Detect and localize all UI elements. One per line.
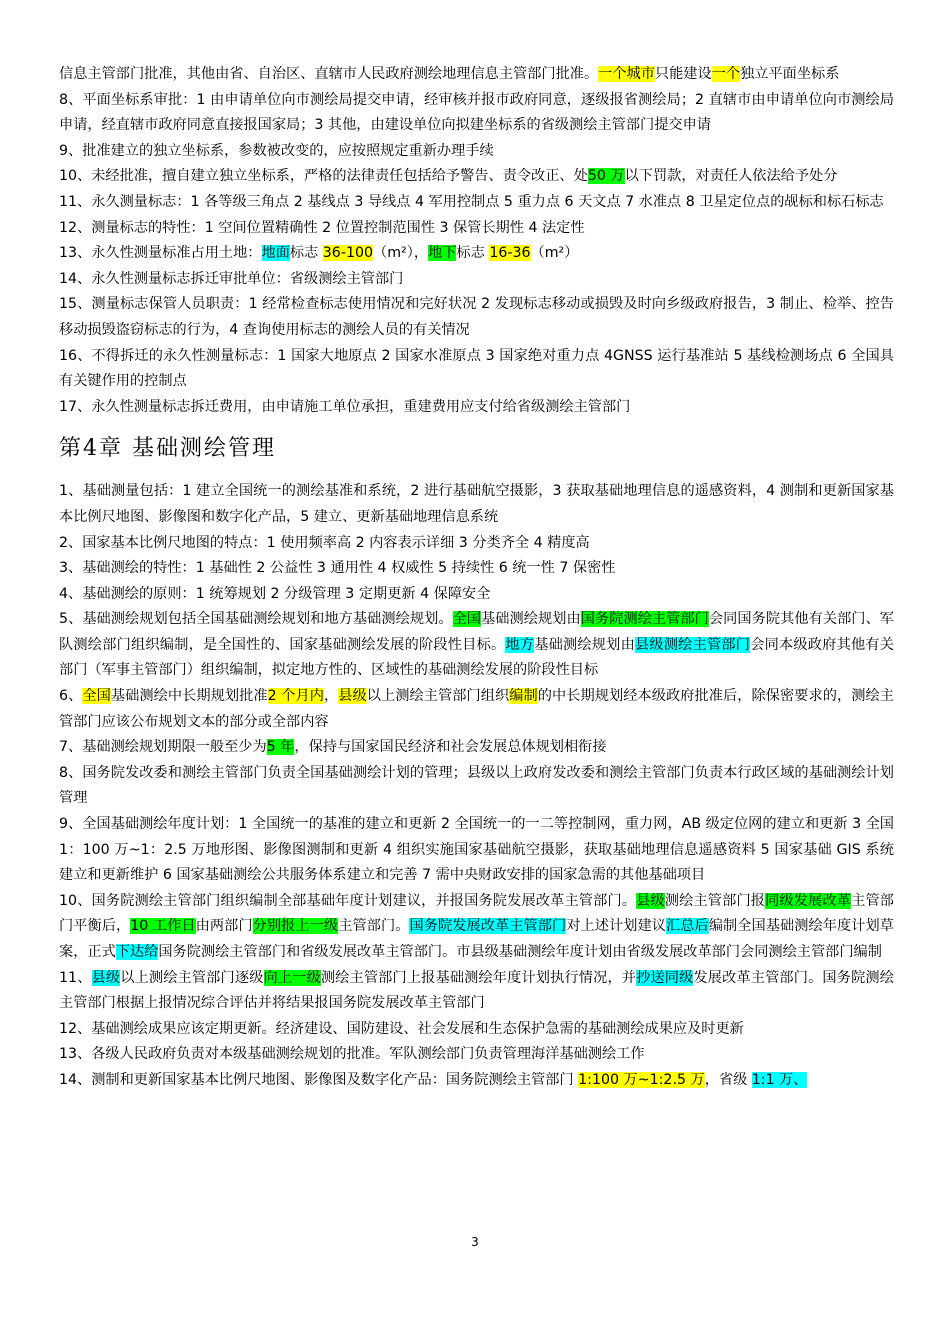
- chapter-title: 第4章 基础测绘管理: [59, 436, 276, 462]
- highlighted-text: 下达给: [115, 944, 159, 960]
- highlighted-text: 国务院发展改革主管部门: [409, 918, 567, 935]
- text-run: 只能建设: [654, 66, 712, 82]
- text-run: 的中长期规划经本级政府批准后，除保密要求的，测绘主管部门应该公布规划文本的部分或全部内容: [59, 688, 894, 730]
- text-run: 12、测量标志的特性：1 空间位置精确性 2 位置控制范围性 3 保管长期性 4 法定性: [59, 219, 585, 236]
- paragraph: [59, 812, 894, 889]
- highlighted-text: 一个城市: [598, 66, 655, 82]
- text-run: 13、永久性测量标准占用土地：: [59, 245, 262, 262]
- section-before: [59, 62, 894, 420]
- text-run: 11、永久测量标志：1 各等级三角点 2 基线点 3 导线点 4 军用控制点 5 重力点 6 天文点 7 水准点 8 卫星定位点的觇标和标石标志: [59, 193, 884, 210]
- text-run: 14、测制和更新国家基本比例尺地图、影像图及数字化产品：国务院测绘主管部门: [59, 1071, 579, 1088]
- paragraph: [59, 1042, 894, 1068]
- text-run: 国务院测绘主管部门和省级发展改革主管部门。市县级基础测绘年度计划由省级发展改革部门会同测绘主管部门编制: [158, 944, 882, 960]
- highlighted-text: 36-100: [322, 245, 374, 262]
- highlighted-text: 分别报上一级: [252, 918, 339, 935]
- paragraph: [59, 966, 894, 1017]
- highlighted-text: 2 个月内: [267, 688, 324, 705]
- text-run: 信息主管部门批准，其他由省、自治区、直辖市人民政府测绘地理信息主管部门批准。: [59, 66, 599, 82]
- text-run: 1、基础测量包括：1 建立全国统一的测绘基准和系统，2 进行基础航空摄影，3 获取基础地理信息的遥感资料，4 测制和更新国家基本比例尺地图、影像图和数字化产品，5 建立、更新基础地理信息系统: [59, 483, 894, 525]
- highlighted-text: 1:1 万、: [751, 1071, 808, 1088]
- paragraph: [59, 395, 894, 421]
- paragraph: [59, 531, 894, 557]
- text-run: 发展改革主管部门。国务院测绘主管部门根据上报情况综合评估并将结果报国务院发展改革主管部门: [59, 969, 894, 1012]
- highlighted-text: 抄送同级: [636, 969, 694, 986]
- page-number: 3: [471, 1235, 479, 1249]
- text-run: 主管部门。: [338, 918, 410, 935]
- text-run: 9、全国基础测绘年度计划：1 全国统一的基准的建立和更新 2 全国统一的一二等控制网，重力网，AB 级定位网的建立和更新 3 全国 1：100 万~1：2.5 万地形图、影像图测制和更新 4 组织实施国家基础航空摄影，获取基础地理信息遥感资料 5 国家基础 GIS 系统建立和更新维护 6 国家基础测绘公共服务体系建立和完善 7 需中央财政安排的国家急需的其他基础项目: [59, 816, 894, 884]
- highlighted-text: 全国: [82, 688, 111, 705]
- highlighted-text: 16-36: [489, 245, 531, 262]
- paragraph: [59, 582, 894, 608]
- text-run: 由两部门: [195, 918, 253, 935]
- text-run: 2、国家基本比例尺地图的特点：1 使用频率高 2 内容表示详细 3 分类齐全 4 精度高: [59, 534, 590, 551]
- highlighted-text: 县级: [91, 969, 121, 986]
- paragraph: [59, 735, 894, 761]
- text-run: 会同国务院其他有关部门、军队测绘部门组织编制，是全国性的、国家基础测绘发展的阶段性目标。: [59, 611, 894, 653]
- text-run: 独立平面坐标系: [740, 66, 840, 82]
- highlighted-text: 5 年: [266, 739, 295, 756]
- highlighted-text: 县级: [636, 892, 665, 909]
- highlighted-text: 编制: [509, 688, 538, 705]
- text-run: 12、基础测绘成果应该定期更新。经济建设、国防建设、社会发展和生态保护急需的基础测绘成果应及时更新: [59, 1020, 744, 1037]
- highlighted-text: 一个: [711, 66, 741, 82]
- text-run: 5、基础测绘规划包括全国基础测绘规划和地方基础测绘规划。: [59, 611, 453, 628]
- paragraph: [59, 164, 894, 190]
- section-chapter-4: [59, 479, 894, 1093]
- text-run: 3、基础测绘的特性：1 基础性 2 公益性 3 通用性 4 权威性 5 持续性 6 统一性 7 保密性: [59, 560, 616, 577]
- text-run: 以上测绘主管部门组织: [366, 688, 510, 705]
- text-run: 7、基础测绘规划期限一般至少为: [59, 739, 267, 756]
- paragraph: [59, 607, 894, 684]
- text-run: 主管部门平衡后，: [59, 892, 894, 935]
- paragraph: [59, 1017, 894, 1043]
- highlighted-text: 地面: [261, 245, 290, 262]
- paragraph: [59, 889, 894, 966]
- text-run: 10、国务院测绘主管部门组织编制全部基础年度计划建议，并报国务院发展改革主管部门。: [59, 892, 637, 909]
- highlighted-text: 国务院测绘主管部门: [580, 611, 709, 628]
- paragraph: [59, 267, 894, 293]
- text-run: 6、: [59, 688, 83, 705]
- text-run: 基础测绘规划由: [534, 636, 635, 653]
- text-run: 13、各级人民政府负责对本级基础测绘规划的批准。军队测绘部门负责管理海洋基础测绘工作: [59, 1046, 645, 1063]
- text-run: 对上述计划建议: [566, 918, 666, 935]
- paragraph: [59, 241, 894, 267]
- highlighted-text: 地方: [505, 636, 535, 653]
- highlighted-text: 50 万: [587, 168, 625, 185]
- paragraph: [59, 62, 894, 88]
- text-run: 标志: [456, 245, 490, 262]
- text-run: 以下罚款，对责任人依法给予处分: [624, 168, 838, 185]
- text-run: 会同本级政府其他有关部门（军事主管部门）组织编制，拟定地方性的、区域性的基础测绘发展的阶段性目标: [59, 636, 894, 679]
- highlighted-text: 汇总后: [665, 918, 709, 935]
- text-run: 测绘主管部门上报基础测绘年度计划执行情况，并: [320, 969, 637, 986]
- text-run: 测绘主管部门报: [664, 892, 766, 909]
- text-run: 4、基础测绘的原则：1 统筹规划 2 分级管理 3 定期更新 4 保障安全: [59, 585, 491, 602]
- paragraph: [59, 479, 894, 530]
- text-run: （m²），: [373, 245, 429, 262]
- paragraph: [59, 344, 894, 395]
- paragraph: [59, 1068, 894, 1094]
- highlighted-text: 全国: [452, 611, 482, 628]
- text-run: 基础测绘规划由: [481, 611, 581, 628]
- text-run: 8、平面坐标系审批：1 由申请单位向市测绘局提交申请，经审核并报市政府同意，逐级报省测绘局；2 直辖市由申请单位向市测绘局申请，经直辖市政府同意直接报国家局；3 其他，由建设单位向拟建坐标系的省级测绘主管部门提交申请: [59, 91, 894, 134]
- text-run: （m²）: [530, 245, 579, 262]
- paragraph: [59, 88, 894, 139]
- paragraph: [59, 684, 894, 735]
- text-run: 17、永久性测量标志拆迁费用，由申请施工单位承担，重建费用应支付给省级测绘主管部门: [59, 398, 631, 415]
- highlighted-text: 县级测绘主管部门: [634, 636, 751, 653]
- text-run: 10、未经批准，擅自建立独立坐标系，严格的法律责任包括给予警告、责令改正、处: [59, 168, 588, 185]
- text-run: 编制全国基础测绘年度计划草案，正式: [59, 918, 894, 960]
- text-run: ，: [323, 688, 339, 705]
- text-run: 标志: [289, 245, 323, 262]
- text-run: 14、永久性测量标志拆迁审批单位：省级测绘主管部门: [59, 270, 404, 287]
- text-run: 11、: [59, 969, 92, 986]
- highlighted-text: 1:100 万~1:2.5 万: [578, 1071, 705, 1088]
- text-run: ，省级: [704, 1071, 752, 1088]
- text-run: 15、测量标志保管人员职责：1 经常检查标志使用情况和完好状况 2 发现标志移动或损毁及时向乡级政府报告，3 制止、检举、控告移动损毁盗窃标志的行为，4 查询使用标志的测绘人员的有关情况: [59, 296, 894, 338]
- text-run: 以上测绘主管部门逐级: [120, 969, 264, 986]
- paragraph: [59, 761, 894, 812]
- highlighted-text: 地下: [428, 245, 457, 262]
- highlighted-text: 同级发展改革: [765, 892, 852, 909]
- text-run: 8、国务院发改委和测绘主管部门负责全国基础测绘计划的管理；县级以上政府发改委和测绘主管部门负责本行政区域的基础测绘计划管理: [59, 764, 894, 807]
- highlighted-text: 向上一级: [263, 969, 321, 986]
- text-run: 16、不得拆迁的永久性测量标志：1 国家大地原点 2 国家水准原点 3 国家绝对重力点 4GNSS 运行基准站 5 基线检测场点 6 全国具有关键作用的控制点: [59, 347, 894, 390]
- paragraph: [59, 190, 894, 216]
- paragraph: [59, 292, 894, 343]
- text-run: ，保持与国家国民经济和社会发展总体规划相衔接: [294, 739, 607, 756]
- highlighted-text: 10 工作日: [130, 918, 196, 935]
- highlighted-text: 县级: [338, 688, 367, 705]
- text-run: 9、批准建立的独立坐标系，参数被改变的，应按照规定重新办理手续: [59, 142, 494, 159]
- text-run: 基础测绘中长期规划批准: [110, 688, 268, 705]
- paragraph: [59, 216, 894, 242]
- paragraph: [59, 556, 894, 582]
- paragraph: [59, 139, 894, 165]
